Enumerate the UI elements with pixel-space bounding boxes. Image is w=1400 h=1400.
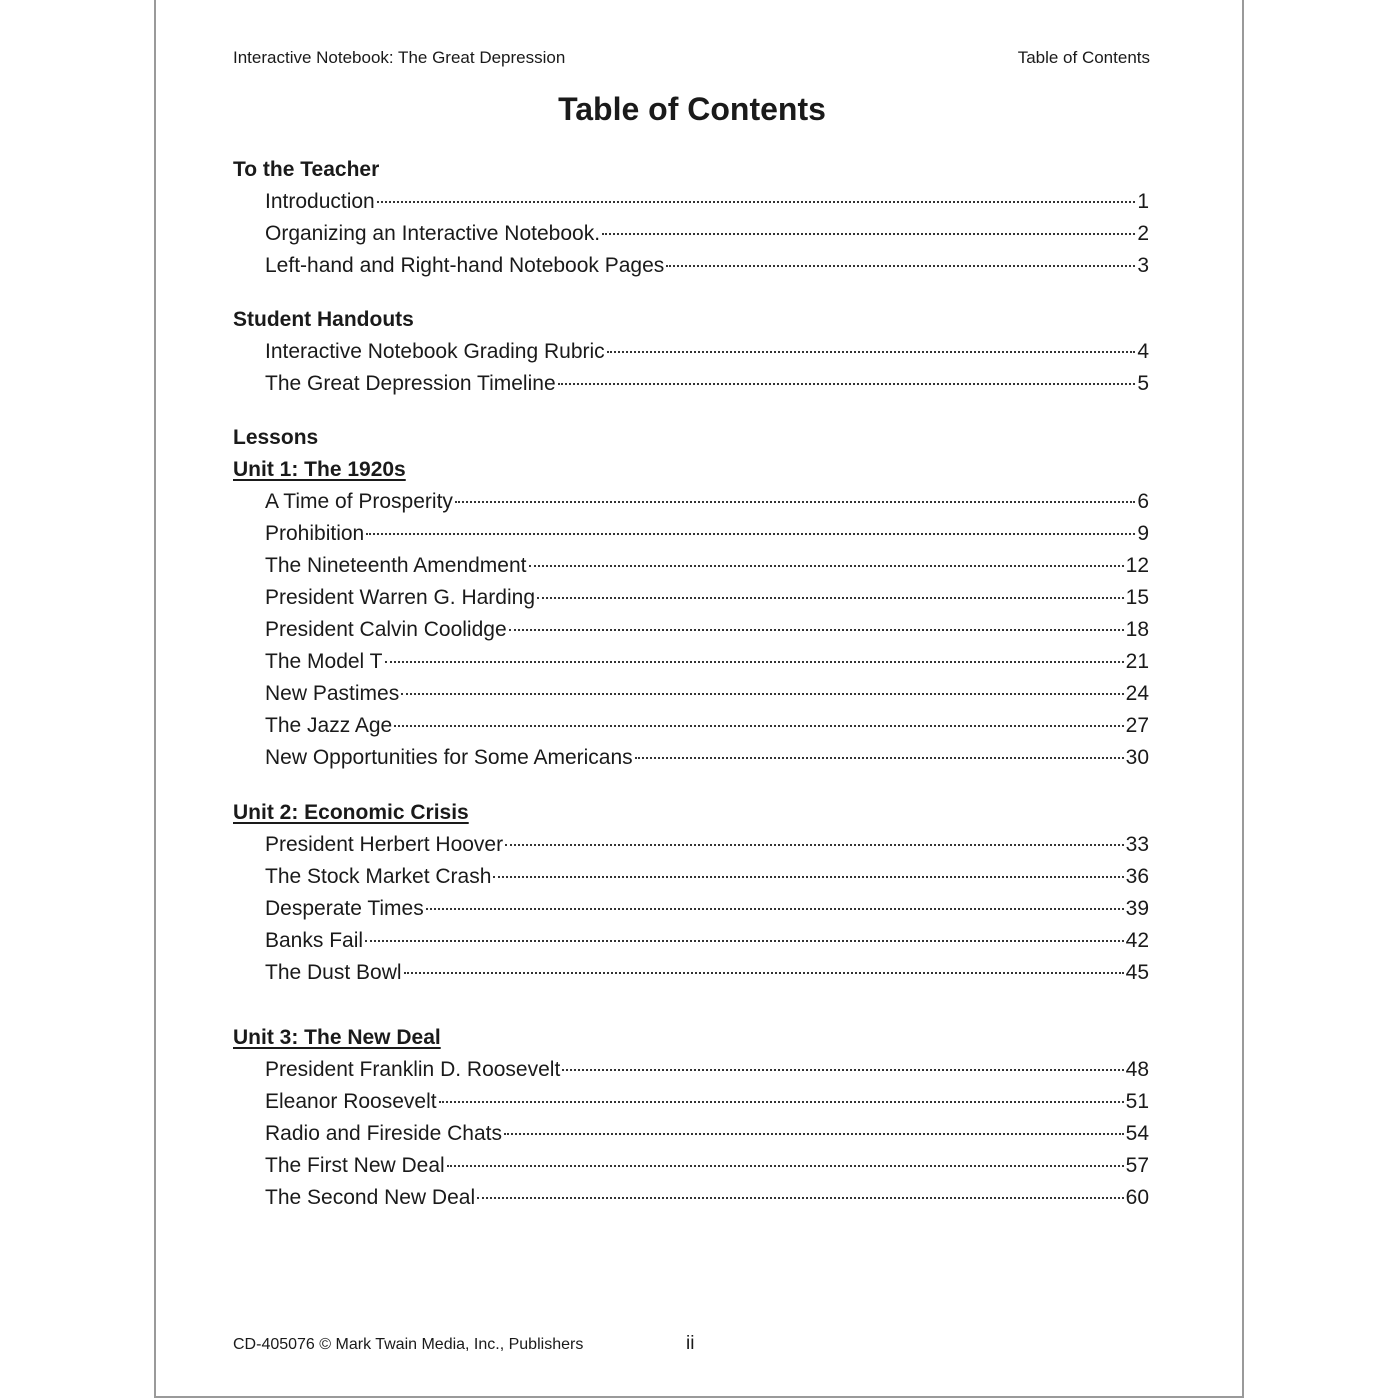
toc-entry[interactable] xyxy=(265,252,1149,280)
toc-entry-label: The Jazz Age xyxy=(265,714,393,737)
toc-entry-page: 4 xyxy=(1137,340,1149,363)
toc-entry[interactable] xyxy=(265,370,1149,398)
dot-leader xyxy=(404,972,1124,974)
toc-entry-page: 9 xyxy=(1137,522,1149,545)
unit-heading-2: Unit 2: Economic Crisis xyxy=(233,801,469,824)
toc-entry-label: Desperate Times xyxy=(265,897,424,920)
toc-entry-page: 24 xyxy=(1125,682,1149,705)
toc-entry-label: President Franklin D. Roosevelt xyxy=(265,1058,561,1081)
unit-heading-1: Unit 1: The 1920s xyxy=(233,458,406,481)
header-section-title: Table of Contents xyxy=(1017,48,1150,67)
toc-entry-label: The Stock Market Crash xyxy=(265,865,492,888)
toc-entry-page: 30 xyxy=(1125,746,1149,769)
unit-heading-3: Unit 3: The New Deal xyxy=(233,1026,441,1049)
toc-entry[interactable] xyxy=(265,1184,1149,1212)
toc-entry-label: Interactive Notebook Grading Rubric xyxy=(265,340,605,363)
toc-entry[interactable] xyxy=(265,220,1149,248)
toc-entry-label: Left-hand and Right-hand Notebook Pages xyxy=(265,254,665,277)
dot-leader xyxy=(529,565,1124,567)
toc-entry-page: 1 xyxy=(1137,190,1149,213)
toc-entry[interactable] xyxy=(265,1120,1149,1148)
dot-leader xyxy=(447,1165,1124,1167)
toc-entry-label: Eleanor Roosevelt xyxy=(265,1090,437,1113)
toc-entry[interactable] xyxy=(265,712,1149,740)
toc-entry[interactable] xyxy=(265,1056,1149,1084)
toc-entry-page: 15 xyxy=(1125,586,1149,609)
dot-leader xyxy=(537,597,1124,599)
toc-entry-page: 51 xyxy=(1125,1090,1149,1113)
toc-entry-label: The Model T xyxy=(265,650,383,673)
dot-leader xyxy=(504,1133,1124,1135)
dot-leader xyxy=(377,201,1136,203)
dot-leader xyxy=(493,876,1123,878)
dot-leader xyxy=(509,629,1124,631)
footer-publisher: CD-405076 © Mark Twain Media, Inc., Publishers xyxy=(233,1336,584,1353)
toc-entry-page: 27 xyxy=(1125,714,1149,737)
toc-entry-page: 21 xyxy=(1125,650,1149,673)
toc-entry[interactable] xyxy=(265,552,1149,580)
toc-entry-label: President Herbert Hoover xyxy=(265,833,504,856)
toc-entry-page: 18 xyxy=(1125,618,1149,641)
toc-entry-page: 5 xyxy=(1137,372,1149,395)
toc-entry-label: Organizing an Interactive Notebook. xyxy=(265,222,601,245)
running-header xyxy=(233,47,1150,69)
toc-entry-label: Prohibition xyxy=(265,522,365,545)
toc-entry-label: President Calvin Coolidge xyxy=(265,618,507,641)
footer-page-number: ii xyxy=(686,1333,695,1354)
toc-entry-page: 39 xyxy=(1125,897,1149,920)
toc-entry[interactable] xyxy=(265,831,1149,859)
toc-entry[interactable] xyxy=(265,188,1149,216)
toc-entry-label: The Nineteenth Amendment xyxy=(265,554,527,577)
dot-leader xyxy=(635,757,1124,759)
toc-entry[interactable] xyxy=(265,680,1149,708)
dot-leader xyxy=(602,233,1135,235)
dot-leader xyxy=(426,908,1124,910)
toc-entry[interactable] xyxy=(265,488,1149,516)
toc-entry-label: The Dust Bowl xyxy=(265,961,402,984)
toc-entry[interactable] xyxy=(265,584,1149,612)
toc-entry-page: 48 xyxy=(1125,1058,1149,1081)
dot-leader xyxy=(385,661,1124,663)
toc-entry-page: 36 xyxy=(1125,865,1149,888)
dot-leader xyxy=(439,1101,1124,1103)
toc-entry-page: 42 xyxy=(1125,929,1149,952)
dot-leader xyxy=(505,844,1124,846)
toc-entry[interactable] xyxy=(265,338,1149,366)
toc-entry-label: New Opportunities for Some Americans xyxy=(265,746,633,769)
toc-entry-page: 2 xyxy=(1137,222,1149,245)
toc-entry-label: Introduction xyxy=(265,190,375,213)
toc-entry-page: 3 xyxy=(1137,254,1149,277)
dot-leader xyxy=(366,533,1135,535)
toc-entry-label: A Time of Prosperity xyxy=(265,490,453,513)
dot-leader xyxy=(558,383,1136,385)
toc-entry[interactable] xyxy=(265,616,1149,644)
toc-entry-label: The First New Deal xyxy=(265,1154,445,1177)
toc-entry-page: 60 xyxy=(1125,1186,1149,1209)
dot-leader xyxy=(401,693,1123,695)
toc-entry[interactable] xyxy=(265,959,1149,987)
toc-entry-page: 6 xyxy=(1137,490,1149,513)
dot-leader xyxy=(477,1197,1124,1199)
toc-entry[interactable] xyxy=(265,520,1149,548)
toc-entry-page: 57 xyxy=(1125,1154,1149,1177)
section-heading-lessons: Lessons xyxy=(233,426,319,449)
toc-entry[interactable] xyxy=(265,863,1149,891)
dot-leader xyxy=(607,351,1136,353)
toc-entry-label: The Second New Deal xyxy=(265,1186,476,1209)
dot-leader xyxy=(455,501,1135,503)
toc-entry-page: 45 xyxy=(1125,961,1149,984)
toc-entry-page: 54 xyxy=(1125,1122,1149,1145)
dot-leader xyxy=(394,725,1123,727)
toc-entry[interactable] xyxy=(265,744,1149,772)
toc-entry-label: New Pastimes xyxy=(265,682,400,705)
toc-entry-label: President Warren G. Harding xyxy=(265,586,535,609)
toc-entry-label: The Great Depression Timeline xyxy=(265,372,556,395)
page-title: Table of Contents xyxy=(558,91,826,127)
toc-entry-label: Banks Fail xyxy=(265,929,364,952)
toc-entry[interactable] xyxy=(265,895,1149,923)
toc-entry-page: 33 xyxy=(1125,833,1149,856)
toc-entry[interactable] xyxy=(265,1152,1149,1180)
toc-entry[interactable] xyxy=(265,927,1149,955)
header-book-title: Interactive Notebook: The Great Depression xyxy=(233,48,566,67)
dot-leader xyxy=(666,265,1135,267)
section-heading-handouts: Student Handouts xyxy=(233,308,414,331)
section-heading-teacher: To the Teacher xyxy=(233,158,380,181)
dot-leader xyxy=(562,1069,1123,1071)
toc-entry-page: 12 xyxy=(1125,554,1149,577)
toc-entry[interactable] xyxy=(265,1088,1149,1116)
toc-entry-label: Radio and Fireside Chats xyxy=(265,1122,502,1145)
toc-entry[interactable] xyxy=(265,648,1149,676)
dot-leader xyxy=(365,940,1124,942)
